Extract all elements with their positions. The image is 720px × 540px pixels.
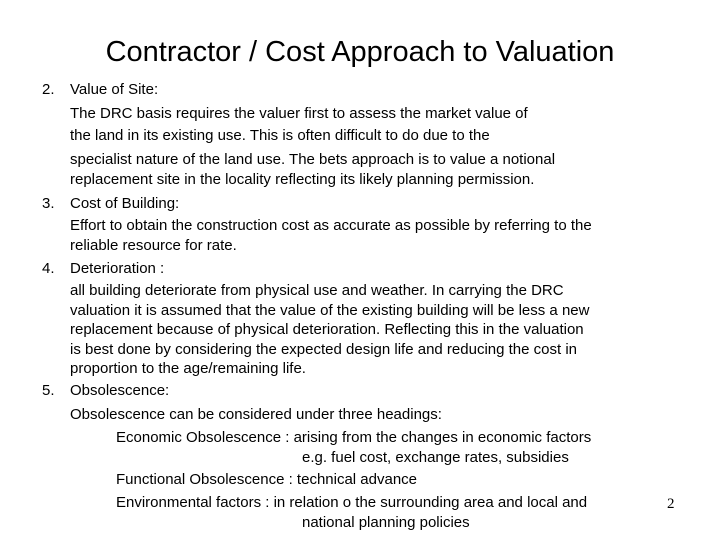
item-line: The DRC basis requires the valuer first to assess the market value of [70, 105, 528, 122]
item-number: 2. [42, 81, 55, 98]
item-line: Obsolescence can be considered under three headings: [70, 406, 442, 423]
functional-obsolescence: Functional Obsolescence : technical advance [116, 471, 418, 488]
item-heading: Value of Site: [70, 81, 159, 98]
page-number: 2 [667, 496, 675, 512]
item-number: 5. [42, 382, 55, 399]
item-line: replacement site in the locality reflecting its likely planning permission. [70, 171, 535, 188]
item-line: replacement because of physical deterioration. Reflecting this in the valuation [70, 321, 584, 338]
item-heading: Obsolescence: [70, 382, 170, 399]
slide-title: Contractor / Cost Approach to Valuation [105, 36, 615, 68]
item-line: all building deteriorate from physical use and weather. In carrying the DRC [70, 282, 564, 299]
item-line: proportion to the age/remaining life. [70, 360, 306, 377]
item-number: 3. [42, 195, 55, 212]
item-heading: Deterioration : [70, 260, 165, 277]
item-line: reliable resource for rate. [70, 237, 237, 254]
item-number: 4. [42, 260, 55, 277]
economic-obsolescence: Economic Obsolescence : arising from the changes in economic factors [116, 429, 592, 446]
environmental-factors: Environmental factors : in relation o the surrounding area and local and [116, 494, 588, 511]
item-line: valuation it is assumed that the value of the existing building will be less a new [70, 302, 590, 319]
environmental-factors-cont: national planning policies [302, 514, 470, 531]
item-line: specialist nature of the land use. The bets approach is to value a notional [70, 151, 556, 168]
item-line: Effort to obtain the construction cost as accurate as possible by referring to the [70, 217, 592, 234]
item-line: is best done by considering the expected design life and reducing the cost in [70, 341, 577, 358]
item-line: the land in its existing use. This is often difficult to do due to the [70, 127, 490, 144]
economic-obsolescence-examples: e.g. fuel cost, exchange rates, subsidies [302, 449, 569, 466]
item-heading: Cost of Building: [70, 195, 180, 212]
